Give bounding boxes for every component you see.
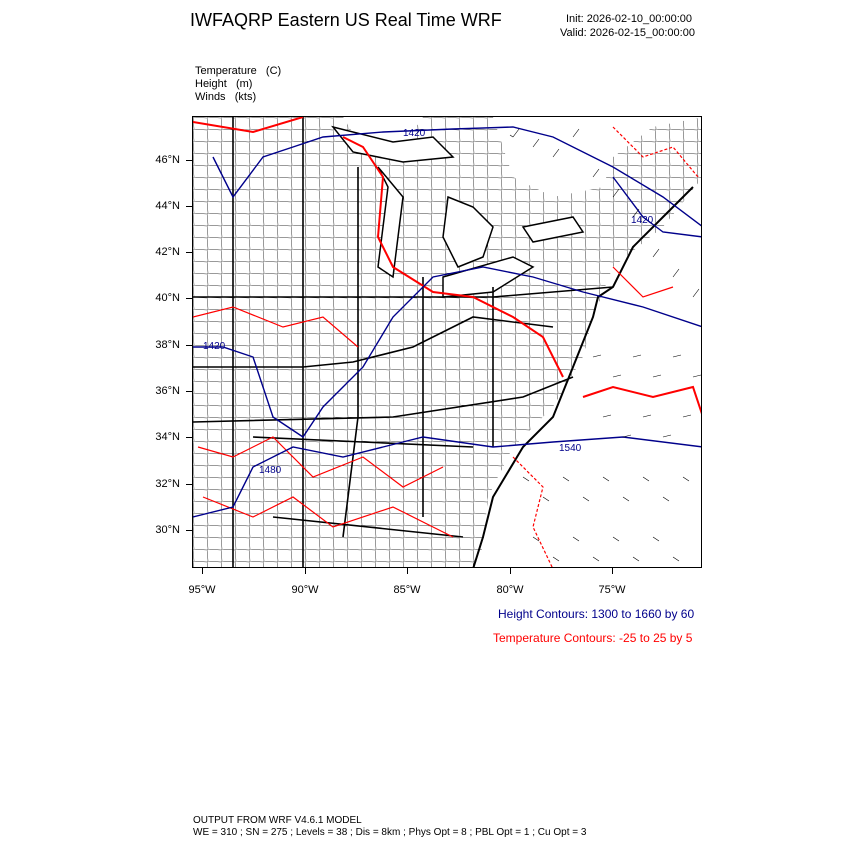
lon-tick: [407, 568, 408, 574]
field-list: [195, 65, 281, 104]
valid-time: Valid: 2026-02-15_00:00:00: [560, 27, 695, 39]
field-height: Height (m): [195, 78, 253, 90]
lat-label-36: 36°N: [155, 385, 180, 397]
height-label: 1420: [203, 341, 226, 352]
field-winds: Winds (kts): [195, 91, 257, 103]
model-info-line1: OUTPUT FROM WRF V4.6.1 MODEL: [193, 815, 362, 826]
lon-tick: [510, 568, 511, 574]
lat-label-46: 46°N: [155, 154, 180, 166]
height-label: 1480: [259, 465, 282, 476]
lon-tick: [612, 568, 613, 574]
lat-label-38: 38°N: [155, 339, 180, 351]
lat-label-44: 44°N: [155, 200, 180, 212]
lon-label-90: 90°W: [291, 584, 319, 596]
height-label: 1420: [631, 215, 654, 226]
plot-title: IWFAQRP Eastern US Real Time WRF: [190, 10, 502, 30]
lon-label-85: 85°W: [393, 584, 421, 596]
lat-label-40: 40°N: [155, 292, 180, 304]
lat-label-34: 34°N: [155, 431, 180, 443]
height-label: 1420: [403, 128, 426, 139]
map-canvas: [193, 117, 702, 568]
map-panel: [192, 116, 702, 568]
model-info-line2: WE = 310 ; SN = 275 ; Levels = 38 ; Dis = 8km ; Phys Opt = 8 ; PBL Opt = 1 ; Cu Opt = 3: [193, 827, 587, 838]
field-temperature: Temperature (C): [195, 65, 282, 77]
lat-label-30: 30°N: [155, 524, 180, 536]
height-contour-legend: Height Contours: 1300 to 1660 by 60: [498, 607, 695, 621]
lon-label-75: 75°W: [598, 584, 626, 596]
temperature-contour-legend: Temperature Contours: -25 to 25 by 5: [493, 631, 693, 645]
lon-tick: [202, 568, 203, 574]
lat-label-42: 42°N: [155, 246, 180, 258]
lon-label-80: 80°W: [496, 584, 524, 596]
lon-label-95: 95°W: [188, 584, 216, 596]
land-area: [193, 117, 702, 568]
lon-tick: [305, 568, 306, 574]
init-time: Init: 2026-02-10_00:00:00: [566, 13, 692, 25]
height-label: 1540: [559, 443, 582, 454]
lat-label-32: 32°N: [155, 478, 180, 490]
